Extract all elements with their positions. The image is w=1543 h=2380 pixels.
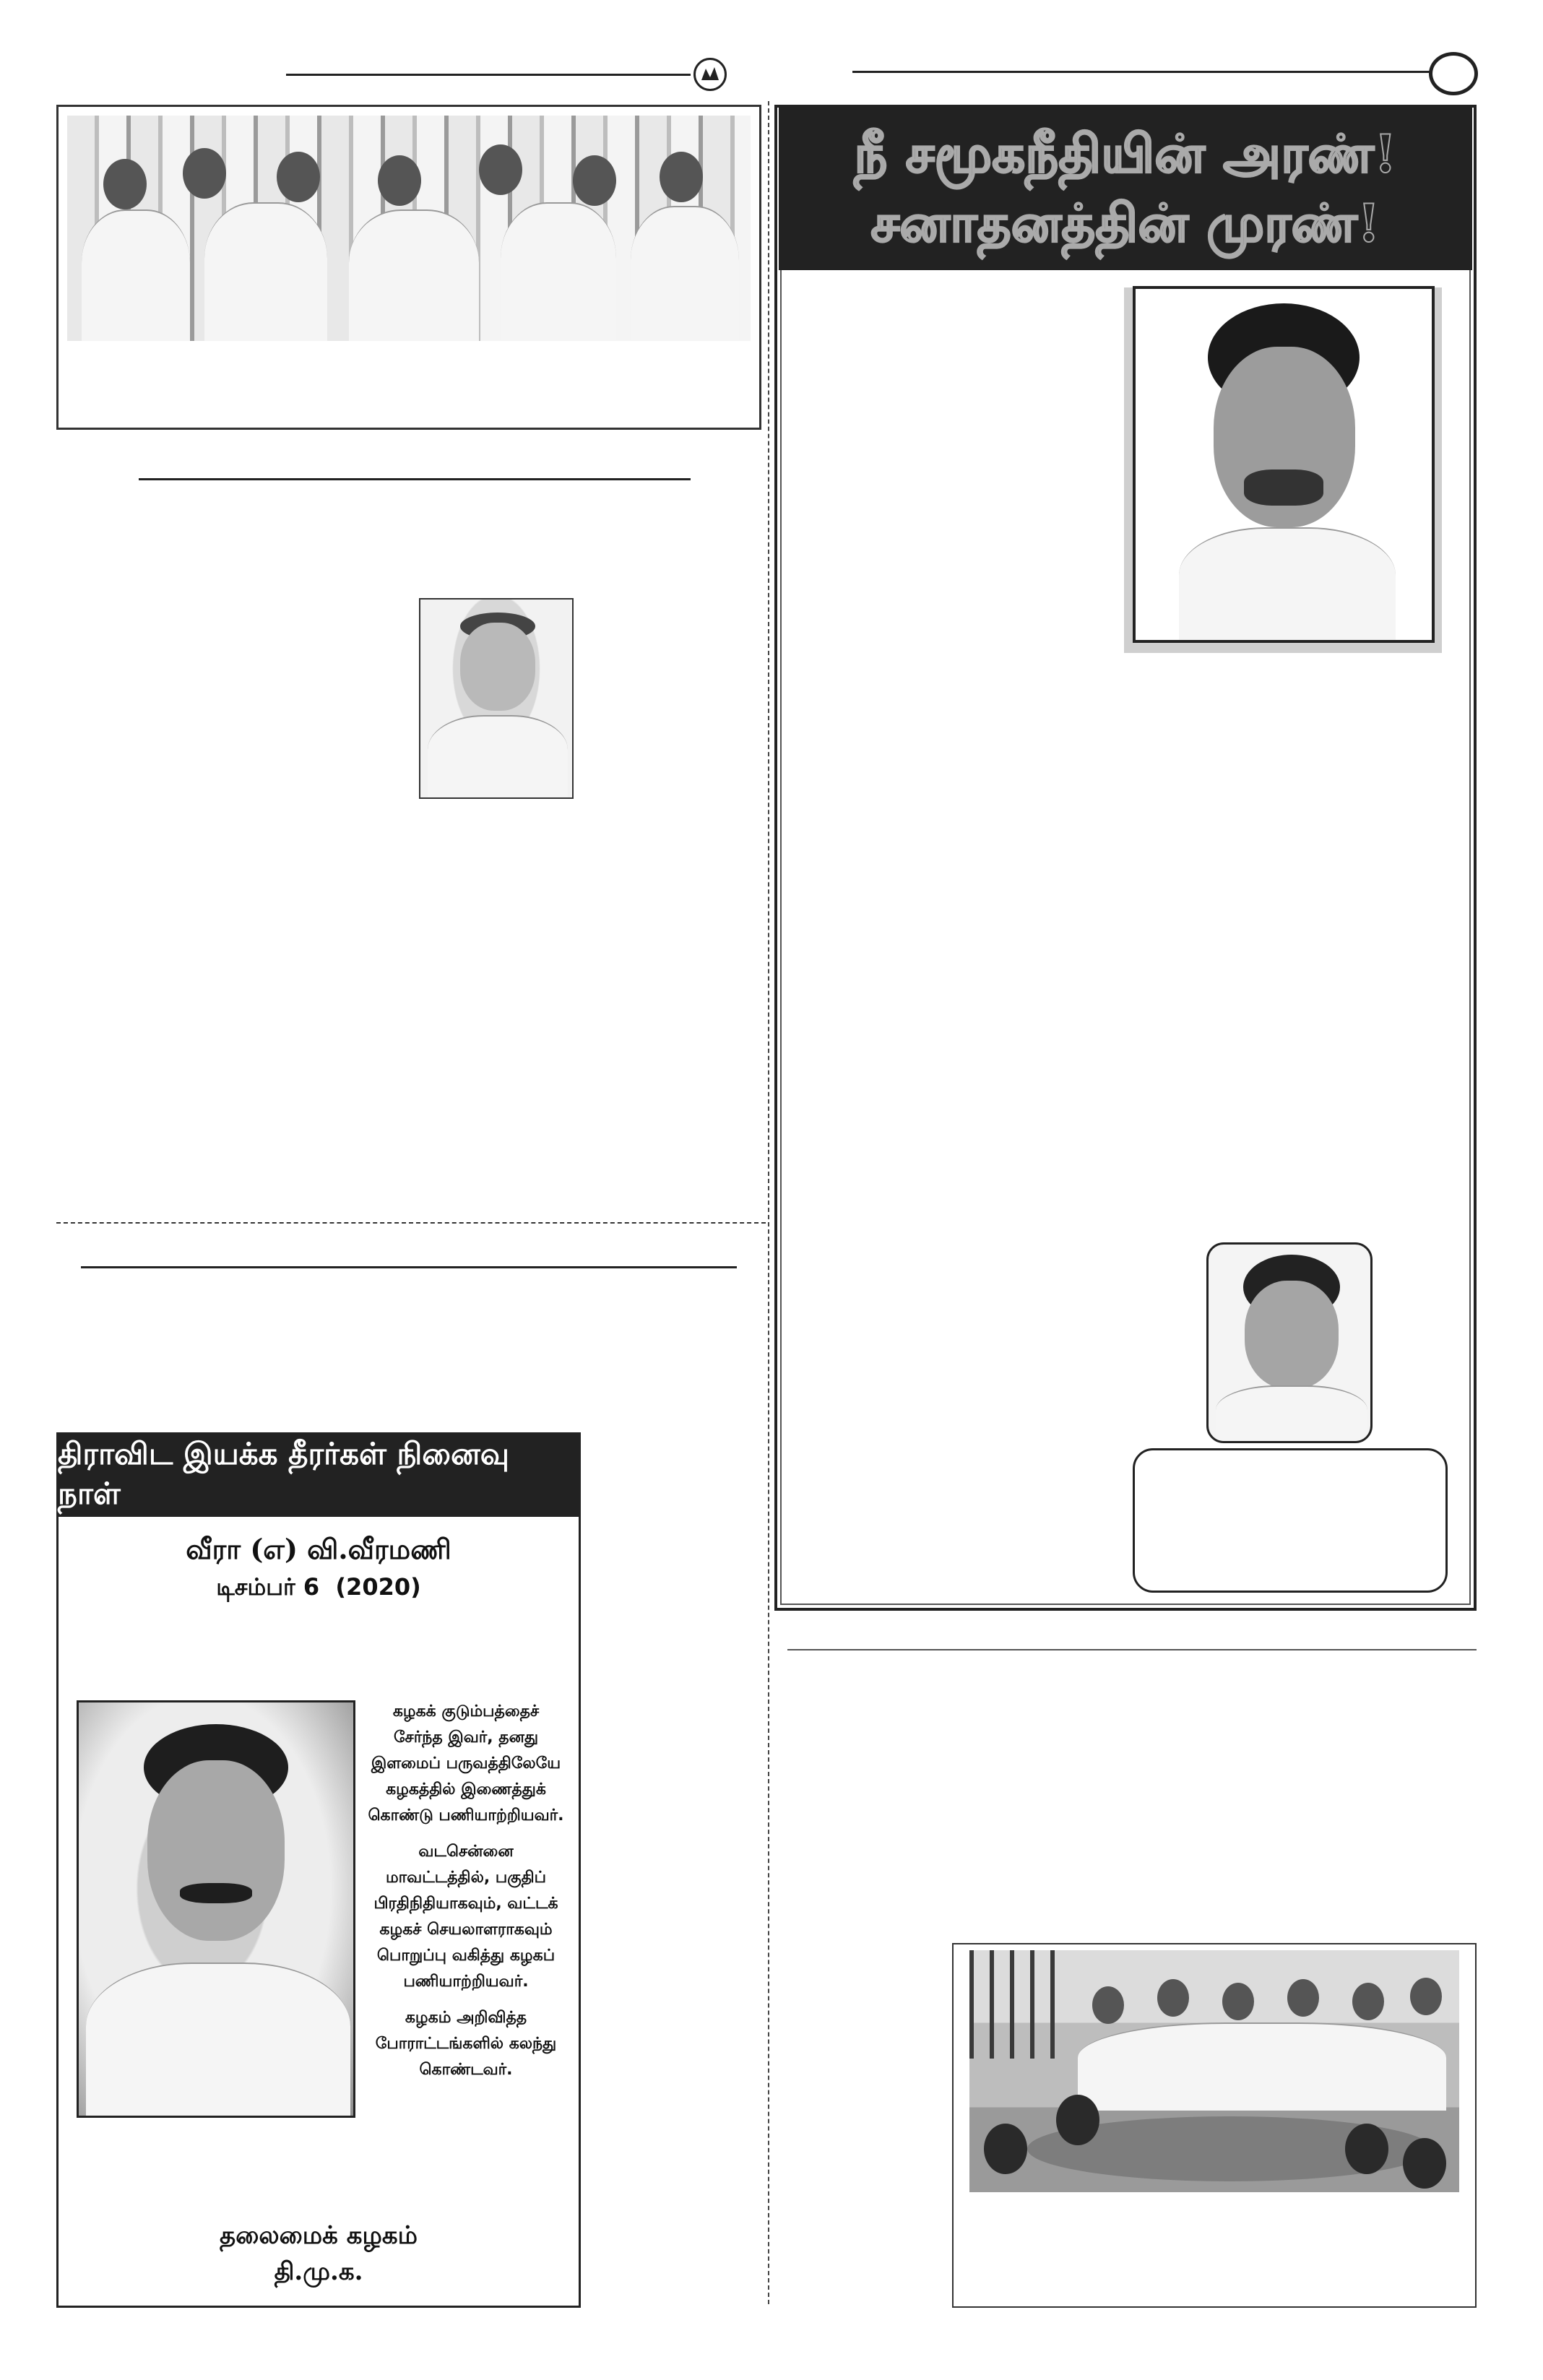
section-rule-left-2 xyxy=(81,1266,737,1268)
rounded-caption-box xyxy=(1133,1448,1448,1593)
tribute-date: டிசம்பர் 6 (2020) xyxy=(216,1573,421,1601)
group-photo-food-distribution xyxy=(969,1950,1459,2192)
dashed-column-separator xyxy=(768,101,769,2304)
bio-line: கழகத்தில் இணைத்துக் xyxy=(386,1780,546,1799)
tribute-bio xyxy=(361,1699,571,2083)
bio-line: கழகம் அறிவித்த xyxy=(405,2009,527,2027)
header-rule-left xyxy=(286,74,691,76)
bio-line: பொறுப்பு வகித்து கழகப் xyxy=(376,1947,556,1965)
headline-line-1: நீ சமூகநீதியின் அரண்! xyxy=(854,123,1397,184)
headline-line-2: சனாதனத்தின் முரண்! xyxy=(870,192,1380,254)
bio-paragraph-1 xyxy=(361,1699,571,1829)
portrait-photo-left-article xyxy=(419,598,574,799)
bio-line: கொண்டவர். xyxy=(419,2061,513,2079)
section-rule-left-1 xyxy=(139,478,691,480)
tribute-banner: திராவிட இயக்க தீரர்கள் நினைவு நாள் xyxy=(58,1434,579,1517)
tribute-footer-line1: தலைமைக் கழகம் xyxy=(220,2221,418,2250)
bio-line: கொண்டு பணியாற்றியவர். xyxy=(368,1806,564,1825)
section-rule-right xyxy=(787,1649,1477,1650)
header-rule-right xyxy=(852,71,1435,73)
news-photo-box-top-left xyxy=(56,105,761,430)
bio-line: பணியாற்றியவர். xyxy=(403,1973,529,1991)
circle-emblem-icon xyxy=(1429,52,1478,95)
rising-sun-emblem-icon xyxy=(693,58,727,91)
tribute-name: வீரா (எ) வி.வீரமணி xyxy=(186,1533,451,1565)
bio-line: மாவட்டத்தில், பகுதிப் xyxy=(385,1869,547,1887)
dashed-separator-left xyxy=(56,1222,766,1224)
tribute-portrait-photo xyxy=(77,1700,355,2118)
bio-line: கழகக் குடும்பத்தைச் xyxy=(392,1702,540,1721)
bio-line: இளமைப் பருவத்திலேயே xyxy=(371,1754,561,1773)
bio-line: சேர்ந்த இவர், தனது xyxy=(393,1728,539,1747)
feature-headline xyxy=(779,107,1472,270)
bio-line: வடசென்னை xyxy=(418,1843,514,1861)
rounded-portrait-photo xyxy=(1206,1242,1373,1443)
bio-paragraph-2 xyxy=(361,1839,571,1995)
bio-line: போராட்டங்களில் கலந்து xyxy=(375,2035,557,2053)
tribute-footer-line2: தி.மு.க. xyxy=(274,2257,363,2286)
group-photo-ceremony xyxy=(67,116,751,341)
feature-portrait-photo xyxy=(1133,286,1435,643)
bio-line: கழகச் செயலாளராகவும் xyxy=(379,1921,553,1939)
bio-paragraph-3 xyxy=(361,2005,571,2083)
bio-line: பிரதிநிதியாகவும், வட்டக் xyxy=(373,1895,558,1913)
